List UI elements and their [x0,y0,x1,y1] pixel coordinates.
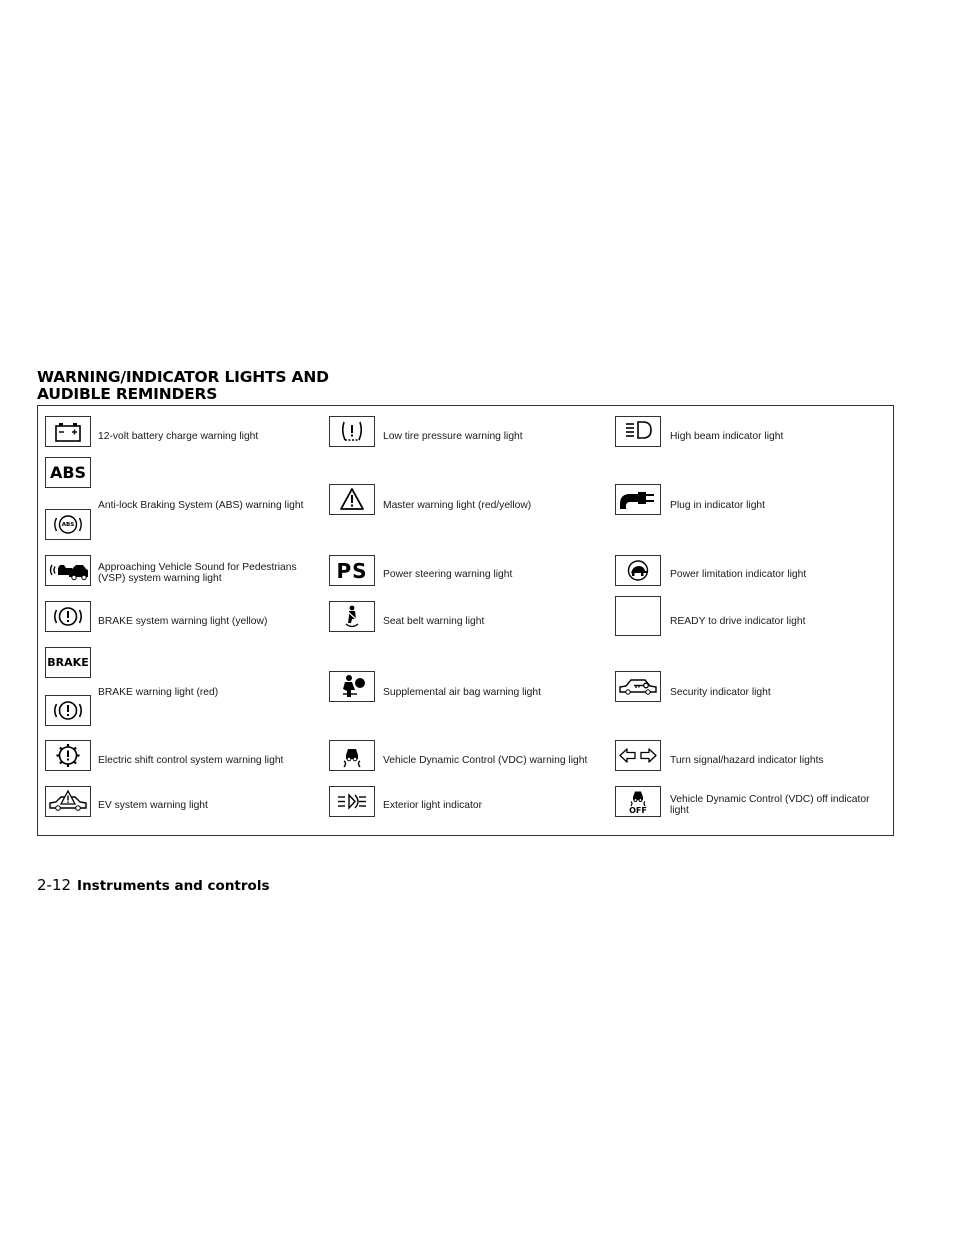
label-vdc: Vehicle Dynamic Control (VDC) warning light [383,755,588,766]
battery-icon [45,416,91,447]
turn-signal-icon [615,740,661,771]
heading-line-1: WARNING/INDICATOR LIGHTS AND [37,368,329,386]
airbag-icon [329,671,375,702]
label-gear-warning: Electric shift control system warning light [98,755,284,766]
label-brake-yellow: BRAKE system warning light (yellow) [98,616,268,627]
label-ready: READY to drive indicator light [670,616,806,627]
label-security: Security indicator light [670,687,771,698]
label-pedestrian-sound-1: Approaching Vehicle Sound for Pedestrians [98,562,297,573]
tire-pressure-icon [329,416,375,447]
label-plug: Plug in indicator light [670,500,766,511]
label-high-beam: High beam indicator light [670,431,784,442]
vdc-icon [329,740,375,771]
page-footer [37,875,269,894]
pedestrian-sound-icon [45,555,91,586]
exterior-light-icon [329,786,375,817]
seat-belt-icon [329,601,375,632]
ev-car-warning-icon [45,786,91,817]
ps-text: PS [336,558,368,583]
vdc-off-icon [615,786,661,817]
label-battery: 12-volt battery charge warning light [98,431,259,442]
label-vdc-off-2: light [670,805,689,816]
label-exterior-light: Exterior light indicator [383,800,483,811]
high-beam-icon [615,416,661,447]
label-tire-pressure: Low tire pressure warning light [383,431,523,442]
abs-text-icon [45,457,91,488]
ready-blank-icon [615,596,661,636]
power-limit-turtle-icon [615,555,661,586]
heading-line-2: AUDIBLE REMINDERS [37,385,218,403]
label-power-limit: Power limitation indicator light [670,569,807,580]
power-steering-icon [329,555,375,586]
abs-circle-text: ABS [61,521,75,528]
page-number: 2-12 [37,876,72,894]
label-master-warning: Master warning light (red/yellow) [383,500,532,511]
section-title: Instruments and controls [77,878,270,894]
label-turn-signal: Turn signal/hazard indicator lights [670,755,824,766]
page-heading [37,369,329,403]
security-car-icon [615,671,661,702]
label-seat-belt: Seat belt warning light [383,616,485,627]
brake-circle-icon [45,695,91,726]
abs-circle-icon [45,509,91,540]
plug-icon [615,484,661,515]
brake-text-icon [45,647,91,678]
label-ev-warning: EV system warning light [98,800,208,811]
label-abs: Anti-lock Braking System (ABS) warning light [98,500,304,511]
brake-circle-icon [45,601,91,632]
abs-text: ABS [49,463,87,482]
brake-text: BRAKE [47,656,89,669]
label-vdc-off-1: Vehicle Dynamic Control (VDC) off indicator [670,794,870,805]
vdc-off-text: OFF [629,806,647,815]
gear-warning-icon [45,740,91,771]
master-warning-icon [329,484,375,515]
label-airbag: Supplemental air bag warning light [383,687,541,698]
label-pedestrian-sound-2: (VSP) system warning light [98,573,222,584]
label-brake-red: BRAKE warning light (red) [98,687,219,698]
label-power-steering: Power steering warning light [383,569,513,580]
indicator-table [37,405,894,836]
